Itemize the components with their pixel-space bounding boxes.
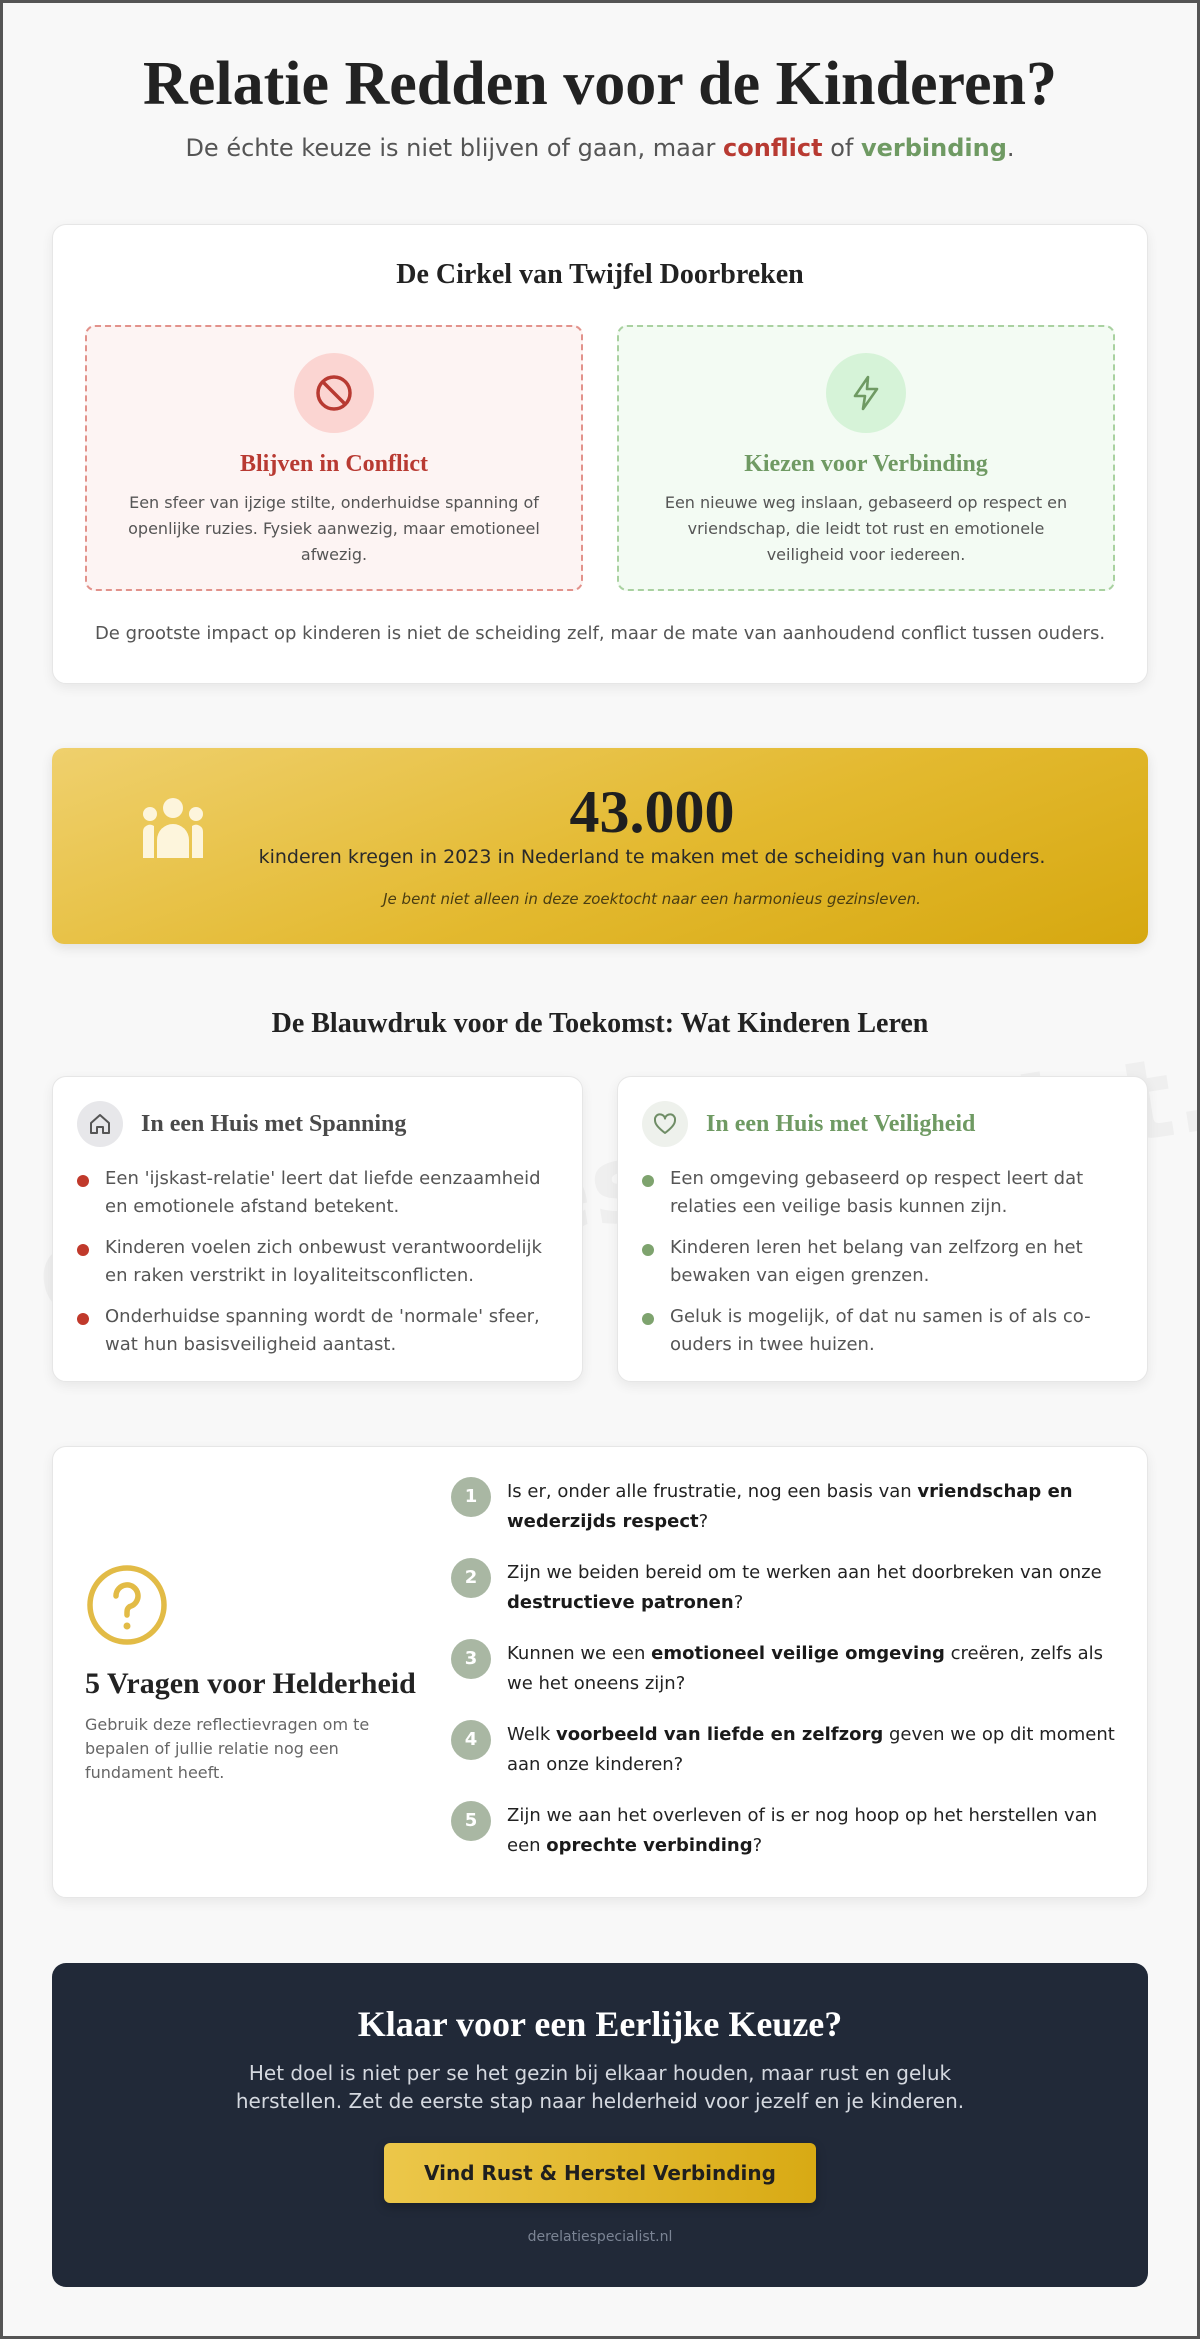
question-number: 3 [451,1639,491,1679]
page-subtitle [0,134,1200,162]
question-text: Is er, onder alle frustratie, nog een basis van vriendschap en wederzijds respect? [507,1481,1073,1532]
question-icon [85,1563,425,1651]
list-item-text: Een 'ijskast-relatie' leert dat liefde eenzaamheid en emotionele afstand betekent. [105,1168,541,1217]
statistic-tagline: Je bent niet alleen in deze zoektocht naar een harmonieus gezinsleven. [383,890,921,908]
bullet-dot [642,1313,654,1325]
circle-of-doubt-card [52,224,1148,684]
questions-intro [85,1563,425,1785]
question-text: Welk voorbeeld van liefde en zelfzorg geven we op dit moment aan onze kinderen? [507,1724,1115,1775]
safe-house-header [642,1101,975,1147]
questions-list [451,1477,1131,1882]
safe-house-list [642,1165,1122,1372]
questions-intro-text: Gebruik deze reflectievragen om te bepalen of jullie relatie nog een fundament heeft. [85,1715,370,1782]
list-item [642,1303,1122,1359]
subtitle-end: . [1006,134,1015,162]
list-item-text: Kinderen voelen zich onbewust verantwoordelijk en raken verstrikt in loyaliteitsconflicten. [105,1237,542,1286]
bullet-dot [77,1313,89,1325]
question-text: Kunnen we een emotioneel veilige omgeving creëren, zelfs als we het oneens zijn? [507,1643,1103,1694]
list-item-text: Een omgeving gebaseerd op respect leert dat relaties een veilige basis kunnen zijn. [670,1168,1084,1217]
question-item [451,1720,1131,1780]
subtitle-verbinding-word: verbinding [860,134,1007,162]
list-item-text: Geluk is mogelijk, of dat nu samen is of als co-ouders in twee huizen. [670,1306,1091,1355]
site-url: derelatiespecialist.nl [527,2229,673,2245]
questions-card [52,1446,1148,1898]
safe-house-card [617,1076,1148,1382]
list-item [642,1234,1122,1290]
conflict-text: Een sfeer van ijzige stilte, onderhuidse spanning of openlijke ruzies. Fysiek aanwezig, maar emotioneel afwezig. [128,493,540,564]
ban-icon [294,353,374,433]
questions-title: 5 Vragen voor Helderheid [85,1667,416,1700]
question-text: Zijn we aan het overleven of is er nog hoop op het herstellen van een oprechte verbinding? [507,1805,1098,1856]
question-number: 2 [451,1558,491,1598]
conflict-title: Blijven in Conflict [239,451,428,477]
lightning-icon [826,353,906,433]
verbinding-option [617,325,1115,591]
list-item [642,1165,1122,1221]
cta-text: Het doel is niet per se het gezin bij elkaar houden, maar rust en geluk herstellen. Zet de eerste stap naar helderheid voor jezelf en je kinderen. [235,2061,965,2113]
tension-house-list [77,1165,557,1372]
circle-note: De grootste impact op kinderen is niet de scheiding zelf, maar de mate van aanhoudend conflict tussen ouders. [94,623,1106,644]
list-item-text: Kinderen leren het belang van zelfzorg en het bewaken van eigen grenzen. [670,1237,1083,1286]
subtitle-intro: De échte keuze is niet blijven of gaan, maar [185,134,716,162]
bullet-dot [77,1175,89,1187]
call-to-action [52,1963,1148,2287]
subtitle-mid: of [830,134,854,162]
list-item [77,1303,557,1359]
tension-house-title: In een Huis met Spanning [141,1110,407,1137]
list-item-text: Onderhuidse spanning wordt de 'normale' sfeer, wat hun basisveiligheid aantast. [105,1306,540,1355]
page-header [0,0,1200,162]
safe-house-title: In een Huis met Veiligheid [706,1110,976,1137]
statistic-banner [52,748,1148,944]
verbinding-text: Een nieuwe weg inslaan, gebaseerd op respect en vriendschap, die leidt tot rust en emotionele veiligheid voor iedereen. [664,493,1068,564]
cta-button[interactable]: Vind Rust & Herstel Verbinding [384,2143,816,2203]
question-number: 1 [451,1477,491,1517]
list-item [77,1165,557,1221]
bullet-dot [642,1175,654,1187]
list-item [77,1234,557,1290]
statistic-number: 43.000 [569,779,735,845]
home-icon [77,1101,123,1147]
question-item [451,1477,1131,1537]
tension-house-card [52,1076,583,1382]
cta-title: Klaar voor een Eerlijke Keuze? [357,2004,843,2044]
verbinding-title: Kiezen voor Verbinding [744,451,988,477]
tension-house-header [77,1101,406,1147]
page-title: Relatie Redden voor de Kinderen? [143,50,1057,118]
heart-icon [642,1101,688,1147]
bullet-dot [642,1244,654,1256]
question-number: 4 [451,1720,491,1760]
question-number: 5 [451,1801,491,1841]
blueprint-title: De Blauwdruk voor de Toekomst: Wat Kinderen Leren [271,1008,929,1039]
subtitle-conflict-word: conflict [723,134,823,162]
statistic-description: kinderen kregen in 2023 in Nederland te maken met de scheiding van hun ouders. [258,846,1046,868]
conflict-option [85,325,583,591]
question-text: Zijn we beiden bereid om te werken aan het doorbreken van onze destructieve patronen? [507,1562,1102,1613]
question-item [451,1639,1131,1699]
bullet-dot [77,1244,89,1256]
circle-title: De Cirkel van Twijfel Doorbreken [396,259,804,290]
question-item [451,1801,1131,1861]
question-item [451,1558,1131,1618]
